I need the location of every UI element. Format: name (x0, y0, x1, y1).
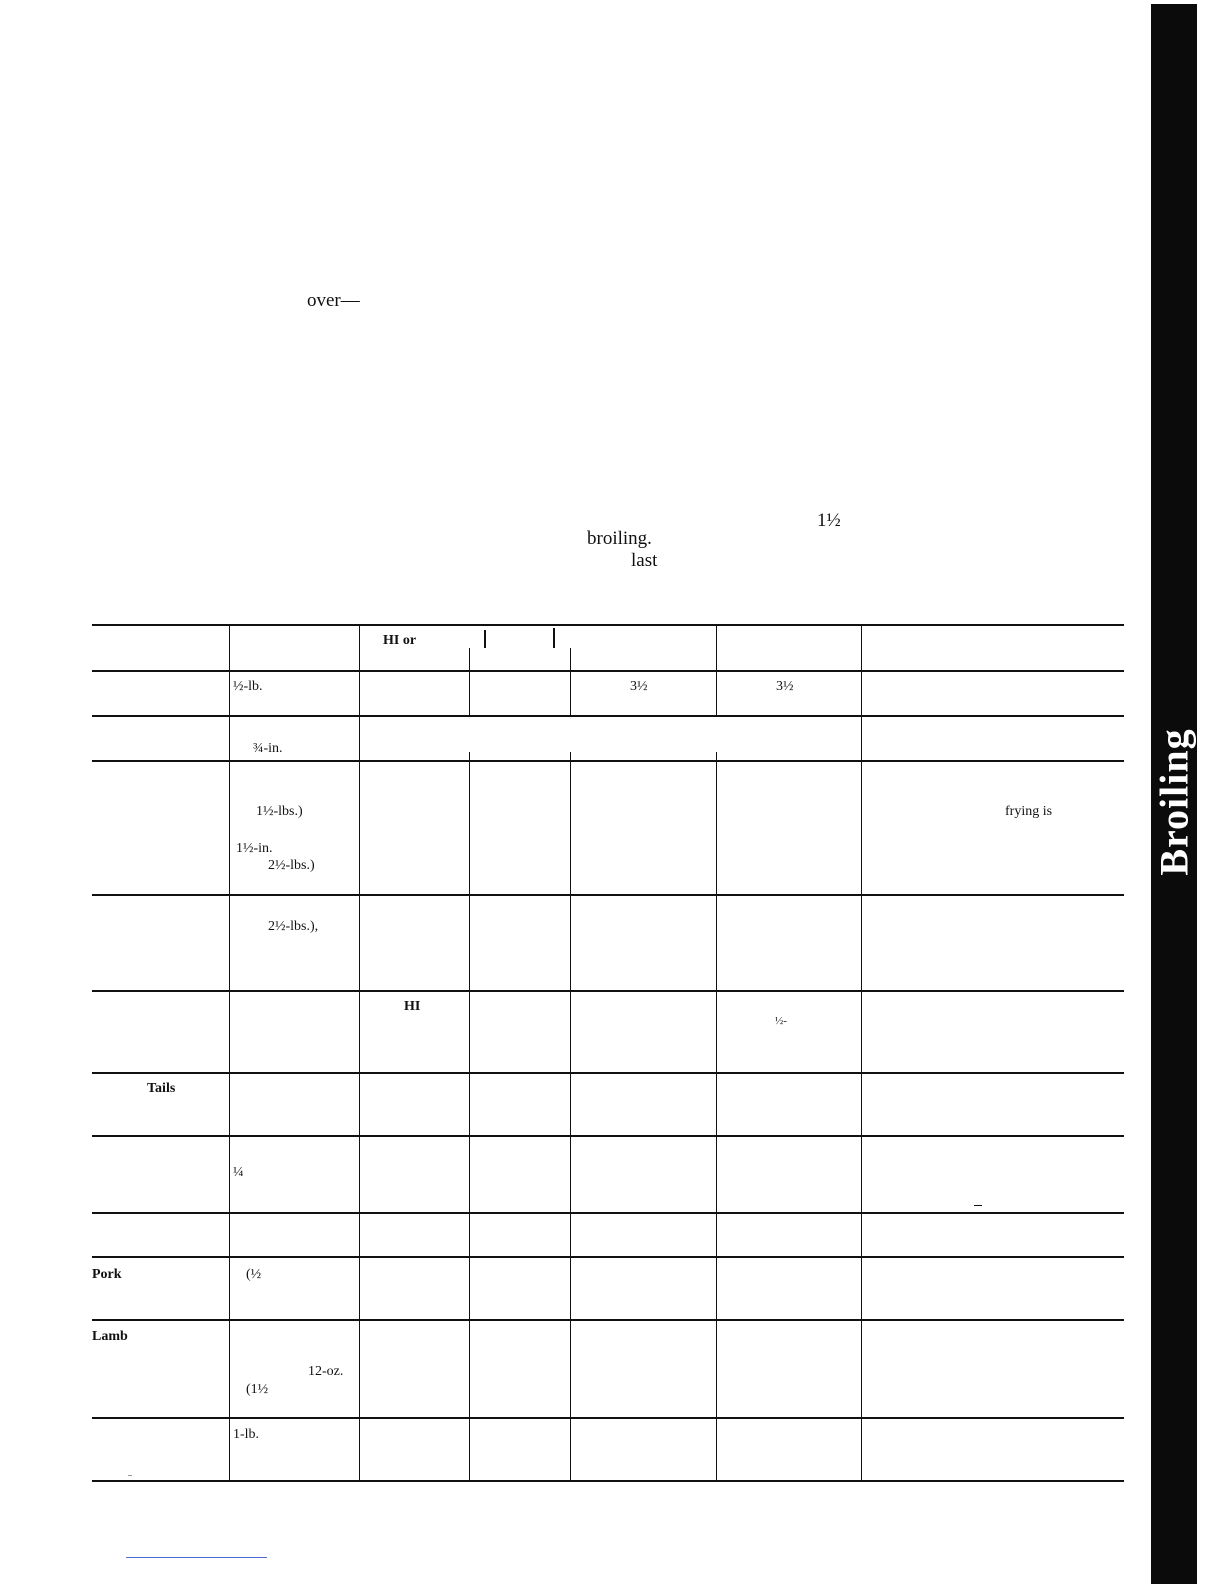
table-rule-top (92, 624, 1124, 626)
table-rule (92, 715, 1124, 717)
row-3-comments: frying is (1005, 804, 1053, 819)
table-rule (92, 670, 1124, 672)
stray-mark (128, 1475, 132, 1476)
row-10-amount-b: (1½ (246, 1382, 269, 1397)
row-7-comment-mark (974, 1205, 982, 1206)
row-3-amount-a: 1½-lbs.) (256, 804, 303, 819)
header-tick (484, 630, 486, 648)
table-column-rule (469, 648, 470, 716)
table-rule (92, 1072, 1124, 1074)
row-10-amount-a: 12-oz. (308, 1364, 344, 1379)
row-7-amount: ¼ (233, 1165, 244, 1180)
header-hi-or: HI or (383, 633, 417, 648)
row-3-amount-b: 1½-in. (236, 841, 273, 856)
header-tick (553, 628, 555, 648)
table-column-rule (570, 752, 571, 1481)
body-fragment-over: over— (307, 290, 360, 311)
table-rule (92, 1212, 1124, 1214)
row-1-amount: ½-lb. (233, 679, 263, 694)
row-11-amount: 1-lb. (233, 1427, 260, 1442)
table-rule-bottom (92, 1480, 1124, 1482)
row-5-col5: ½- (775, 1015, 787, 1027)
footer-rule (126, 1557, 267, 1558)
section-side-tab-label: Broiling (1151, 728, 1197, 876)
row-4-amount: 2½-lbs.), (268, 919, 319, 934)
table-rule (92, 894, 1124, 896)
row-10-food: Lamb (92, 1329, 128, 1344)
row-9-amount: (½ (246, 1267, 262, 1282)
table-rule (92, 1256, 1124, 1258)
body-fragment-broiling: broiling. (587, 528, 652, 549)
table-column-rule (716, 752, 717, 1481)
body-fragment-last: last (631, 550, 658, 571)
table-rule (92, 760, 1124, 762)
table-column-rule (359, 625, 360, 1481)
table-column-rule (716, 625, 717, 716)
table-rule (92, 990, 1124, 992)
table-column-rule (469, 752, 470, 1481)
table-rule (92, 1319, 1124, 1321)
table-rule (92, 1135, 1124, 1137)
body-fragment-one-half: 1½ (817, 510, 841, 531)
row-9-food: Pork (92, 1267, 122, 1282)
row-2-amount: ¾-in. (253, 741, 283, 756)
row-3-amount-c: 2½-lbs.) (268, 858, 315, 873)
table-column-rule (229, 625, 230, 1481)
row-6-food: Tails (147, 1081, 176, 1096)
row-1-col5: 3½ (776, 679, 794, 694)
table-rule (92, 1417, 1124, 1419)
row-5-col2: HI (404, 999, 421, 1014)
row-1-col4: 3½ (630, 679, 648, 694)
table-column-rule (861, 625, 862, 1481)
table-column-rule (570, 648, 571, 716)
